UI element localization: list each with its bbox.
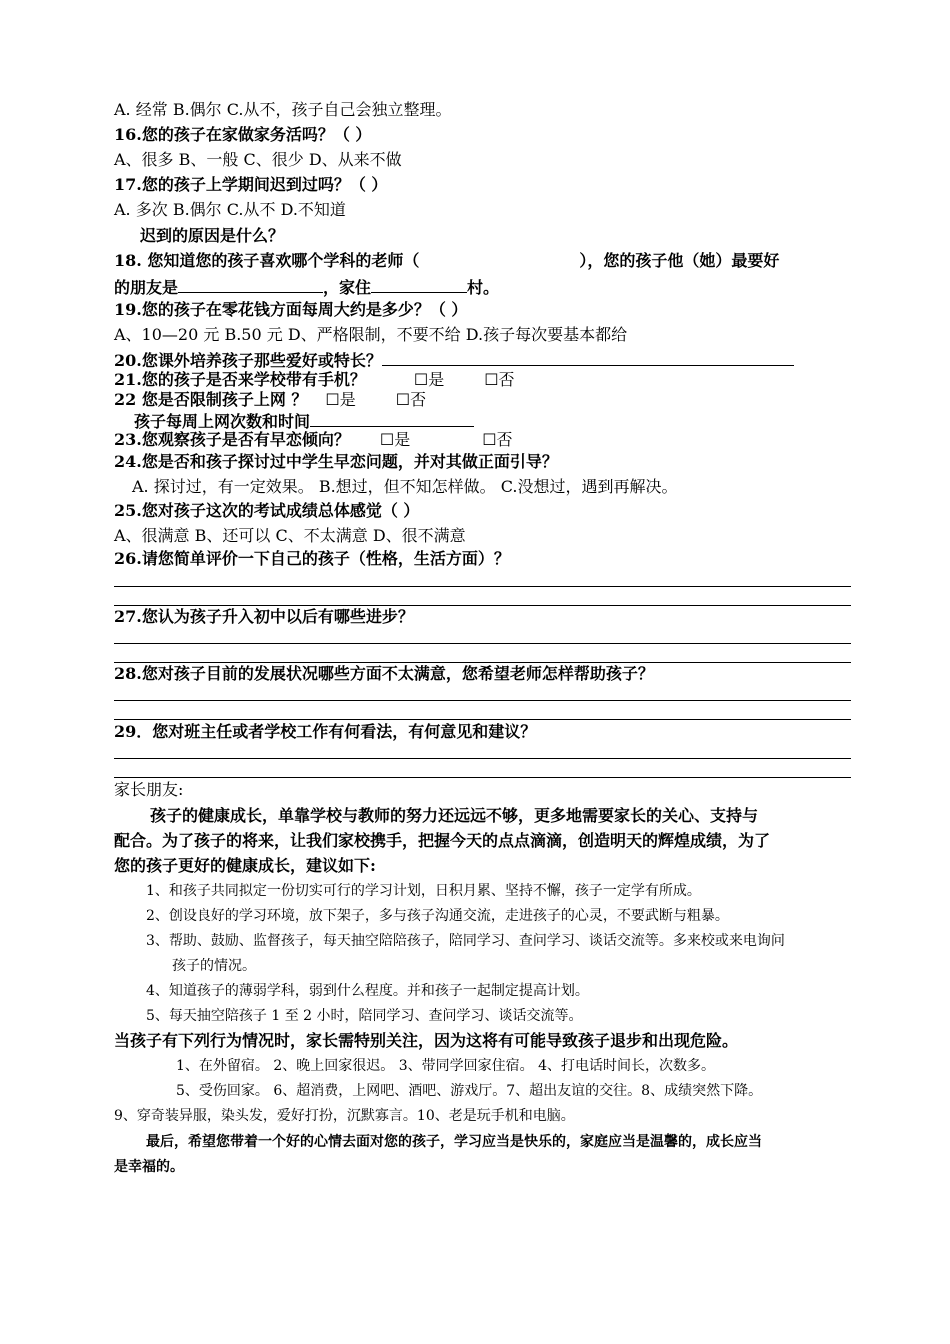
q18-line1 [114,253,779,269]
letter-para1-line3: 您的孩子更好的健康成长，建议如下: [114,856,376,875]
advice-item-3-line1: 3、帮助、鼓励、监督孩子，每天抽空陪陪孩子，陪同学习、查问学习、谈话交流等。多来校或来电询问 [146,933,785,949]
q18-line2-mid: ，家住 [323,278,372,297]
q23-line [114,432,513,448]
q28-answer-line-2[interactable] [114,719,851,720]
closing-line-2: 是幸福的。 [114,1159,184,1175]
q18-line1-prefix: 18. 您知道您的孩子喜欢哪个学科的老师（ [114,251,420,270]
behaviors-line-3: 9、穿奇装异服，染头发，爱好打扮，沉默寡言。10、老是玩手机和电脑。 [114,1108,575,1124]
advice-item-4: 4、知道孩子的薄弱学科，弱到什么程度。并和孩子一起制定提高计划。 [146,983,589,999]
q20-question: 20.您课外培养孩子那些爱好或特长？ [114,351,382,370]
letter-para1-line2: 配合。为了孩子的将来，让我们家校携手，把握今天的点点滴滴，创造明天的辉煌成绩，为了 [114,831,771,850]
q23-yes-checkbox[interactable]: ☐是 [379,430,411,449]
q23-question: 23.您观察孩子是否有早恋倾向？ [114,430,350,449]
q21-no-checkbox[interactable]: ☐否 [484,370,515,389]
q18-line2-prefix: 的朋友是 [114,278,179,297]
letter-para1-line1: 孩子的健康成长，单靠学校与教师的努力还远远不够，更多地需要家长的关心、支持与 [150,806,759,825]
letter-greeting: 家长朋友: [114,780,184,799]
q25-question: 25.您对孩子这次的考试成绩总体感觉（ ） [114,501,420,520]
q18-line1-suffix: ），您的孩子他（她）最要好 [579,251,780,270]
q28-question: 28.您对孩子目前的发展状况哪些方面不太满意，您希望老师怎样帮助孩子？ [114,664,654,683]
q24-question: 24.您是否和孩子探讨过中学生早恋问题，并对其做正面引导？ [114,452,558,471]
q29-question: 29．您对班主任或者学校工作有何看法，有何意见和建议？ [114,722,537,741]
q16-options: A、很多 B、一般 C、很少 D、从来不做 [114,150,402,169]
q22-question: 22 您是否限制孩子上网 ？ [114,390,308,409]
q28-answer-line-1[interactable] [114,700,851,701]
q22-followup: 孩子每周上网次数和时间 [134,412,311,431]
q22-line [114,392,426,408]
q17-question: 17.您的孩子上学期间迟到过吗？（ ） [114,175,388,194]
q26-answer-line-2[interactable] [114,605,851,606]
advice-item-2: 2、创设良好的学习环境，放下架子，多与孩子沟通交流，走进孩子的心灵，不要武断与粗暴。 [146,908,729,924]
q22-no-checkbox[interactable]: ☐否 [395,390,427,409]
q27-answer-line-2[interactable] [114,662,851,663]
hobbies-blank[interactable] [382,351,794,366]
q18-line2 [114,278,499,296]
q21-yes-checkbox[interactable]: ☐是 [413,370,445,389]
internet-time-blank[interactable] [310,412,474,427]
q21-line [114,372,515,388]
advice-item-3-line2: 孩子的情况。 [172,958,256,974]
q19-options: A、10—20 元 B.50 元 D、严格限制，不要不给 D.孩子每次要基本都给 [114,325,628,344]
q17-followup: 迟到的原因是什么？ [140,226,285,245]
q23-no-checkbox[interactable]: ☐否 [482,430,513,449]
q29-answer-line-1[interactable] [114,758,851,759]
q22-followup-line [134,412,474,430]
q29-answer-line-2[interactable] [114,777,851,778]
advice-item-5: 5、每天抽空陪孩子 1 至 2 小时，陪同学习、查问学习、谈话交流等。 [146,1008,583,1024]
q22-yes-checkbox[interactable]: ☐是 [325,390,356,409]
behaviors-line-1: 1、在外留宿。 2、晚上回家很迟。 3、带同学回家住宿。 4、打电话时间长，次数多。 [176,1058,715,1074]
q25-options: A、很满意 B、还可以 C、不太满意 D、很不满意 [114,526,466,545]
warning-heading: 当孩子有下列行为情况时，家长需特别关注，因为这将有可能导致孩子退步和出现危险。 [114,1031,739,1050]
q20-line [114,351,794,369]
q18-line2-suffix: 村。 [467,278,500,297]
q27-answer-line-1[interactable] [114,643,851,644]
q19-question: 19.您的孩子在零花钱方面每周大约是多少？（ ） [114,300,468,319]
q27-question: 27.您认为孩子升入初中以后有哪些进步？ [114,607,414,626]
advice-item-1: 1、和孩子共同拟定一份切实可行的学习计划，日积月累、坚持不懈，孩子一定学有所成。 [146,883,701,899]
q15-options: A. 经常 B.偶尔 C.从不，孩子自己会独立整理。 [114,100,452,119]
q24-options: A. 探讨过，有一定效果。 B.想过，但不知怎样做。 C.没想过，遇到再解决。 [132,477,678,496]
village-blank[interactable] [371,278,467,293]
behaviors-line-2: 5、受伤回家。 6、超消费，上网吧、酒吧、游戏厅。7、超出友谊的交往。8、成绩突然下降。 [176,1083,763,1099]
q16-question: 16.您的孩子在家做家务活吗？（ ） [114,125,372,144]
q26-question: 26.请您简单评价一下自己的孩子（性格，生活方面）？ [114,549,510,568]
q21-question: 21.您的孩子是否来学校带有手机？ [114,370,366,389]
q26-answer-line-1[interactable] [114,586,851,587]
friend-name-blank[interactable] [178,278,323,293]
q17-options: A. 多次 B.偶尔 C.从不 D.不知道 [114,200,346,219]
closing-line-1: 最后，希望您带着一个好的心情去面对您的孩子，学习应当是快乐的，家庭应当是温馨的，成长应当 [146,1134,762,1150]
